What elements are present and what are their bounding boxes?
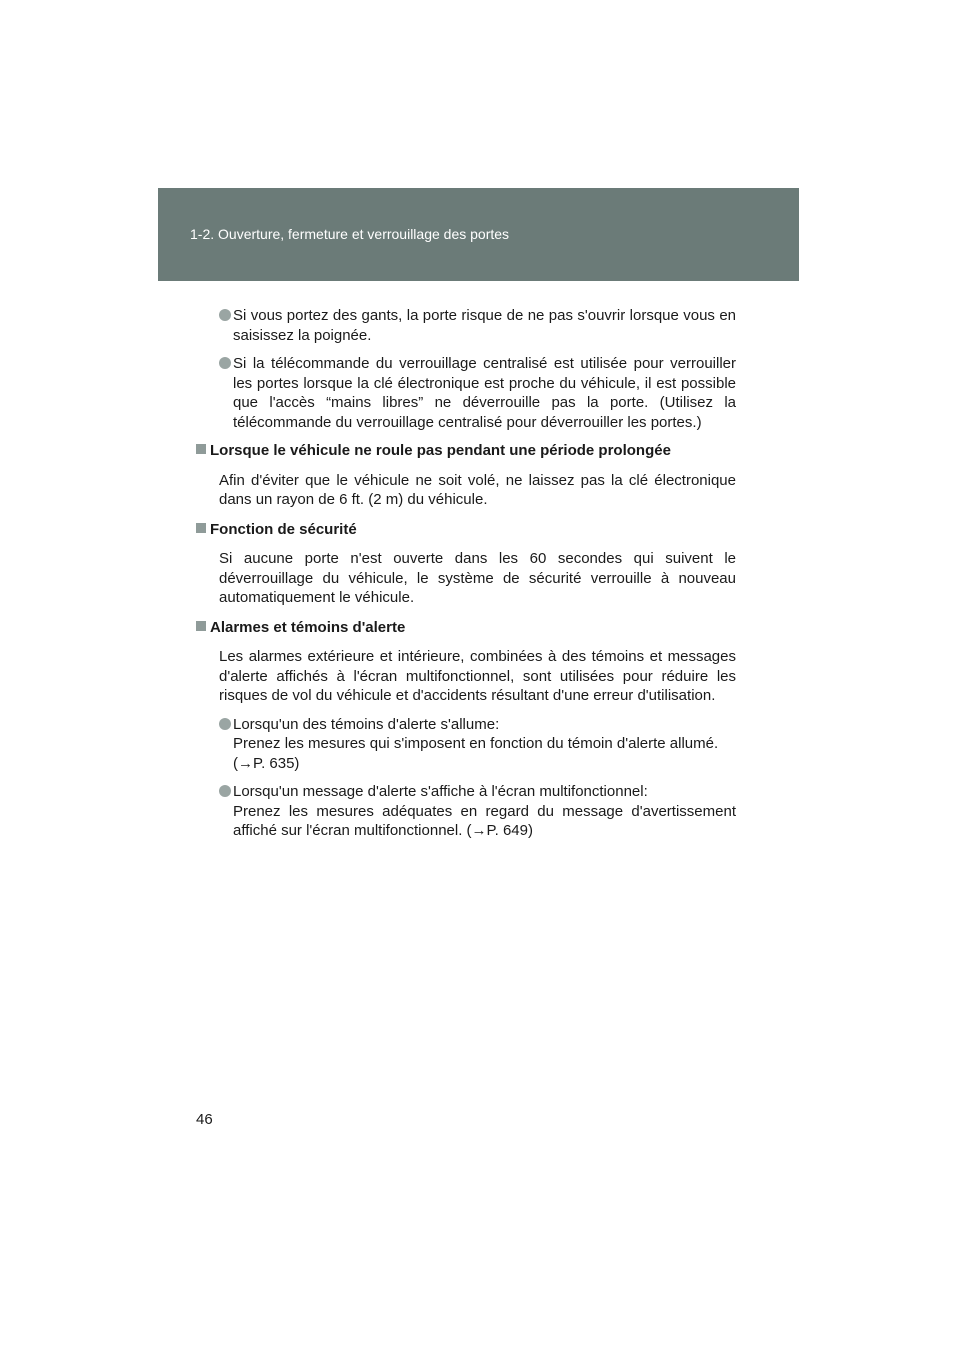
bullet-dot-icon (219, 309, 231, 321)
list-item (196, 715, 736, 774)
bullet-line: Prenez les mesures qui s'imposent en fonction du témoin d'alerte allumé. (233, 735, 719, 752)
section-alarms (196, 618, 736, 841)
bullet-dot-icon (219, 718, 231, 730)
square-bullet-icon (196, 621, 206, 631)
page-content (196, 306, 736, 851)
square-bullet-icon (196, 444, 206, 454)
bullet-dot-icon (219, 785, 231, 797)
bullet-line: Lorsqu'un des témoins d'alerte s'allume: (233, 715, 500, 733)
list-item (196, 782, 736, 841)
section-heading: Lorsque le véhicule ne roule pas pendant une période prolongée (196, 441, 736, 461)
page-reference: affiché sur l'écran multifonctionnel. (→P. 649) (233, 822, 533, 839)
square-bullet-icon (196, 523, 206, 533)
bullet-dot-icon (219, 357, 231, 369)
page-number: 46 (196, 1111, 213, 1128)
section-body: Les alarmes extérieure et intérieure, combinées à des témoins et messages d'alerte affichés à l'écran multifonctionnel, sont utilisées pour réduire les risques de vol du véhicule et d'accidents résultant d'une erreur d'utilisation. (219, 648, 736, 704)
bullet-text: Si vous portez des gants, la porte risque de ne pas s'ouvrir lorsque vous en saisissez la poignée. (233, 307, 736, 344)
section-body: Si aucune porte n'est ouverte dans les 60 secondes qui suivent le déverrouillage du véhicule, le système de sécurité verrouille à nouveau automatiquement le véhicule. (219, 550, 736, 606)
bullet-line: Prenez les mesures adéquates en regard du message d'avertissement (233, 802, 736, 820)
section-heading: Alarmes et témoins d'alerte (196, 618, 736, 638)
chapter-header-band (158, 188, 799, 281)
page-reference: (→P. 635) (233, 754, 300, 772)
list-item (196, 306, 736, 345)
bullet-line: Lorsqu'un message d'alerte s'affiche à l'écran multifonctionnel: (233, 783, 648, 800)
bullet-text: Si la télécommande du verrouillage centralisé est utilisée pour verrouiller les portes lorsque la clé électronique est proche du véhicule, il est possible que l'accès “mains libres” ne déverrouille pas la porte. (Utilisez la télécommande du verrouillage centralisé pour déverrouiller les portes.) (233, 355, 736, 431)
section-long-parking (196, 441, 736, 510)
chapter-title: 1-2. Ouverture, fermeture et verrouillage des portes (190, 226, 510, 242)
section-body: Afin d'éviter que le véhicule ne soit volé, ne laissez pas la clé électronique dans un rayon de 6 ft. (2 m) du véhicule. (219, 471, 736, 508)
section-security-function (196, 520, 736, 608)
list-item (196, 354, 736, 432)
section-heading: Fonction de sécurité (196, 520, 736, 540)
